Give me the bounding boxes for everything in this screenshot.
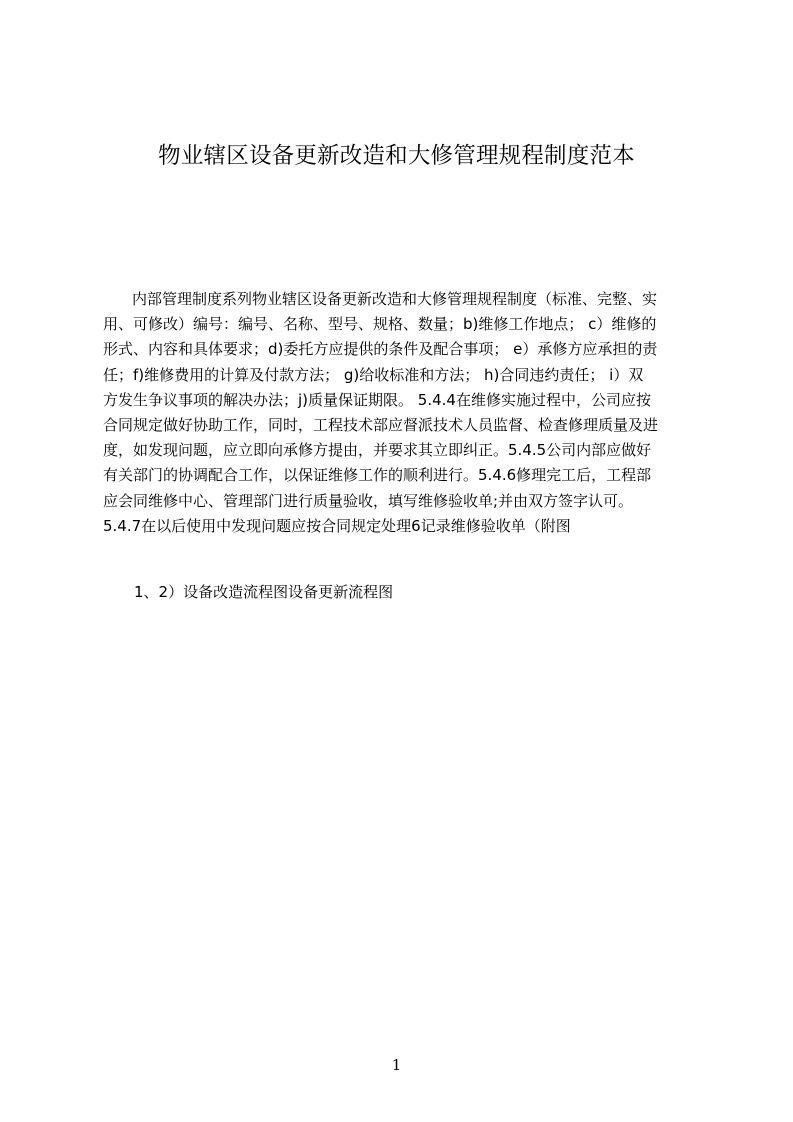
body-line-1: 内部管理制度系列物业辖区设备更新改造和大修管理规程制度（标准、完整、实 [132,290,658,308]
body-line-5: 方发生争议事项的解决办法；j)质量保证期限。 5.4.4在维修实施过程中，公司应按 [103,390,651,409]
body-line-6: 合同规定做好协助工作，同时，工程技术部应督派技术人员监督、检查修理质量及进 [103,416,659,435]
body-line-2: 用、可修改）编号：编号、名称、型号、规格、数量；b)维修工作地点； c）维修的 [103,315,657,334]
body-line-3: 形式、内容和具体要求；d)委托方应提供的条件及配合事项； e）承修方应承担的责 [103,340,658,359]
figure-reference-line: 1、2）设备改造流程图设备更新流程图 [134,583,394,601]
body-line-9: 应会同维修中心、管理部门进行质量验收，填写维修验收单;并由双方签字认可。 [103,491,634,510]
body-line-7: 度，如发现问题，应立即向承修方提由，并要求其立即纠正。5.4.5公司内部应做好 [103,441,652,460]
document-title: 物业辖区设备更新改造和大修管理规程制度范本 [158,143,635,169]
body-line-8: 有关部门的协调配合工作，以保证维修工作的顺利进行。5.4.6修理完工后，工程部 [103,466,652,485]
body-paragraph [103,287,703,539]
page-number: 1 [391,1056,402,1074]
body-line-4: 任；f)维修费用的计算及付款方法； g)给收标准和方法； h)合同违约责任； i）双 [103,365,644,384]
body-line-10: 5.4.7在以后使用中发现问题应按合同规定处理6记录维修验收单（附图 [103,516,571,535]
